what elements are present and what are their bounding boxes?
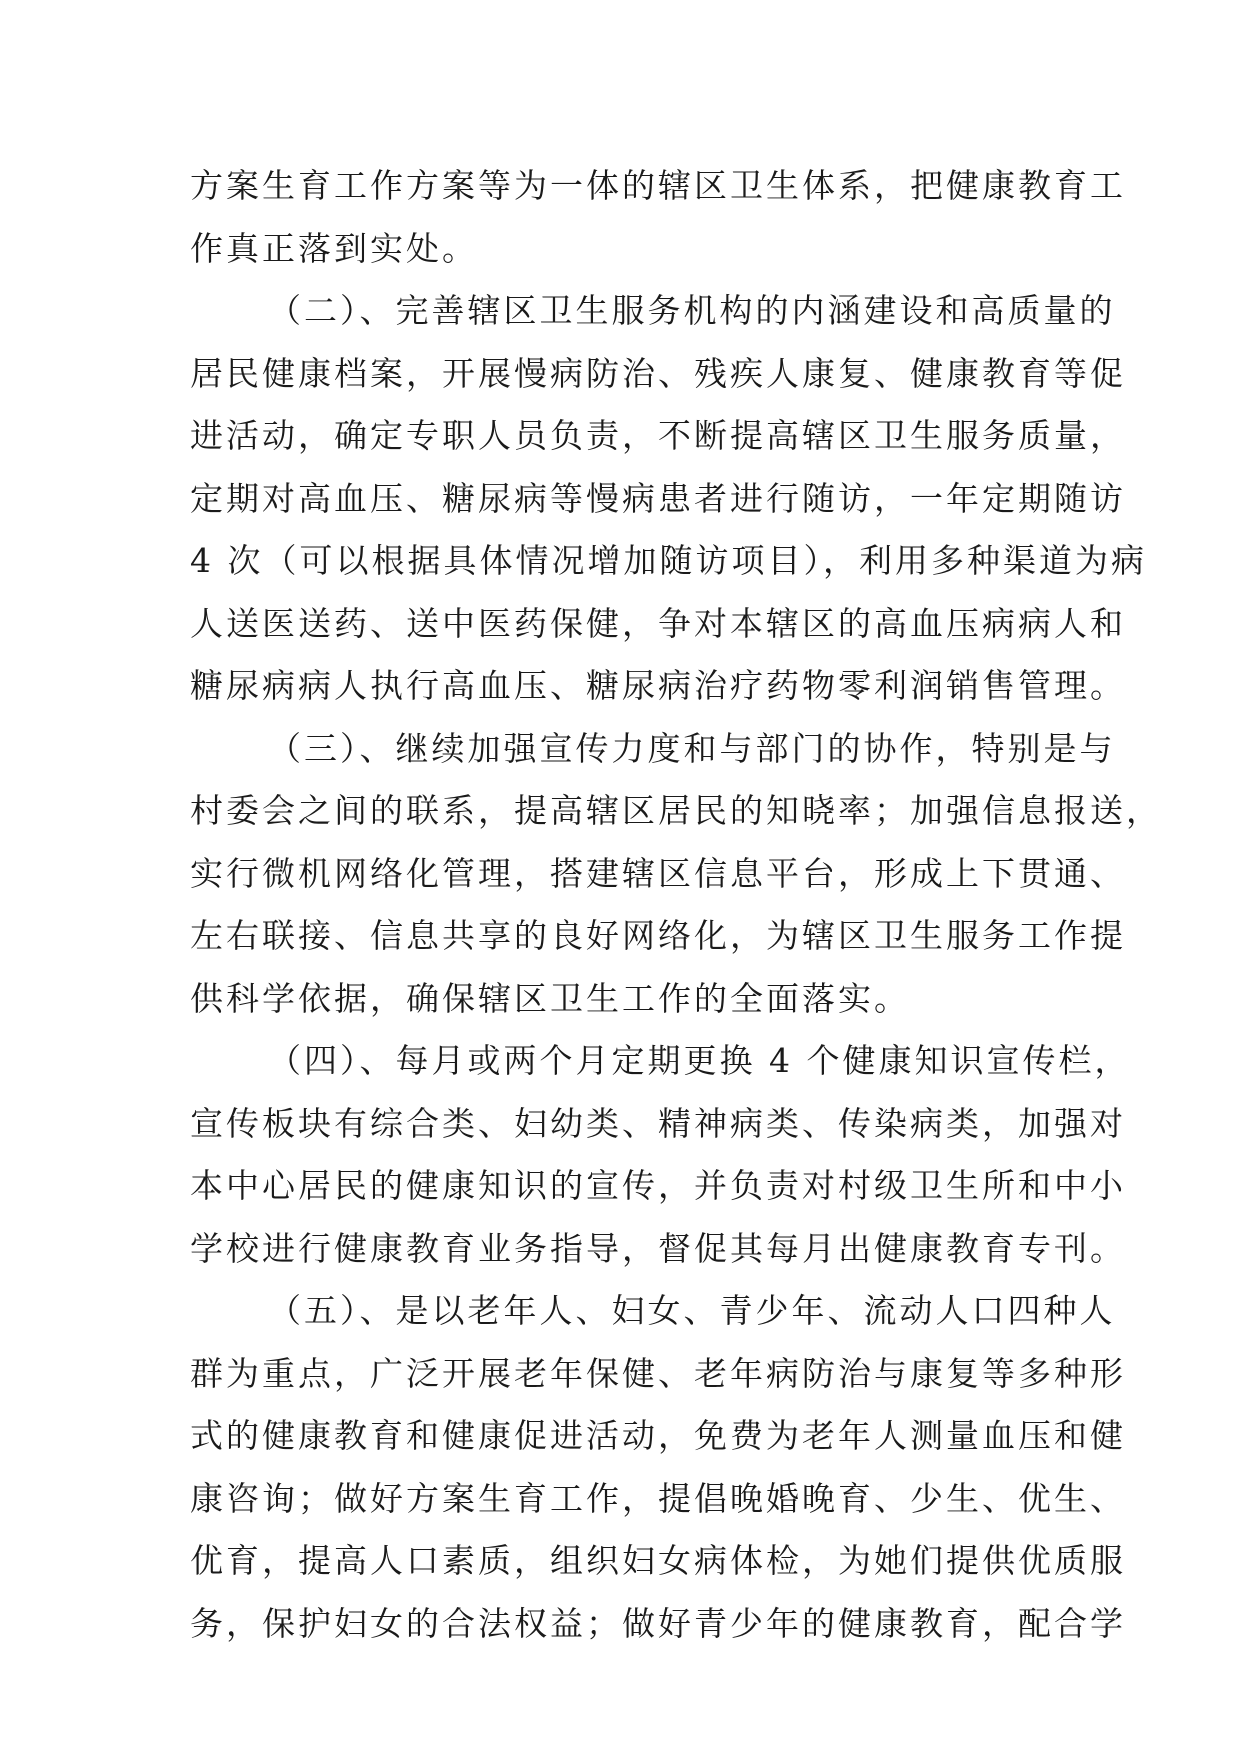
text-line: 定期对高血压、糖尿病等慢病患者进行随访，一年定期随访 bbox=[190, 478, 1126, 518]
text-line: 作真正落到实处。 bbox=[190, 228, 478, 268]
text-line: 优育，提高人口素质，组织妇女病体检，为她们提供优质服 bbox=[190, 1541, 1126, 1580]
text-line: 式的健康教育和健康促进活动，免费为老年人测量血压和健 bbox=[190, 1416, 1126, 1455]
text-line: 方案生育工作方案等为一体的辖区卫生体系，把健康教育工 bbox=[190, 166, 1126, 205]
text-line: 人送医送药、送中医药保健，争对本辖区的高血压病病人和 bbox=[190, 603, 1126, 643]
document-body bbox=[190, 155, 1162, 1655]
text-line: 村委会之间的联系，提高辖区居民的知晓率；加强信息报送， bbox=[190, 791, 1162, 830]
text-line: 实行微机网络化管理，搭建辖区信息平台，形成上下贯通、 bbox=[190, 853, 1126, 893]
paragraph-start-line: （四）、每月或两个月定期更换 4 个健康知识宣传栏， bbox=[268, 1041, 1131, 1080]
text-line: 进活动，确定专职人员负责，不断提高辖区卫生服务质量， bbox=[190, 416, 1126, 455]
text-line: 居民健康档案，开展慢病防治、残疾人康复、健康教育等促 bbox=[190, 353, 1126, 393]
text-line: 糖尿病病人执行高血压、糖尿病治疗药物零利润销售管理。 bbox=[190, 666, 1126, 705]
paragraph-start-line: （五）、是以老年人、妇女、青少年、流动人口四种人 bbox=[268, 1291, 1116, 1330]
text-line: 康咨询；做好方案生育工作，提倡晚婚晚育、少生、优生、 bbox=[190, 1478, 1126, 1518]
text-line: 群为重点，广泛开展老年保健、老年病防治与康复等多种形 bbox=[190, 1353, 1126, 1393]
text-line: 供科学依据，确保辖区卫生工作的全面落实。 bbox=[190, 978, 910, 1018]
paragraph-start-line: （三）、继续加强宣传力度和与部门的协作，特别是与 bbox=[268, 728, 1116, 768]
paragraph-start-line: （二）、完善辖区卫生服务机构的内涵建设和高质量的 bbox=[268, 291, 1116, 330]
text-line: 4 次（可以根据具体情况增加随访项目），利用多种渠道为病 bbox=[190, 541, 1147, 580]
text-line: 学校进行健康教育业务指导，督促其每月出健康教育专刊。 bbox=[190, 1228, 1126, 1268]
text-line: 务，保护妇女的合法权益；做好青少年的健康教育，配合学 bbox=[190, 1603, 1126, 1643]
text-line: 宣传板块有综合类、妇幼类、精神病类、传染病类，加强对 bbox=[190, 1103, 1126, 1143]
text-line: 本中心居民的健康知识的宣传，并负责对村级卫生所和中小 bbox=[190, 1166, 1126, 1205]
text-line: 左右联接、信息共享的良好网络化，为辖区卫生服务工作提 bbox=[190, 916, 1126, 955]
